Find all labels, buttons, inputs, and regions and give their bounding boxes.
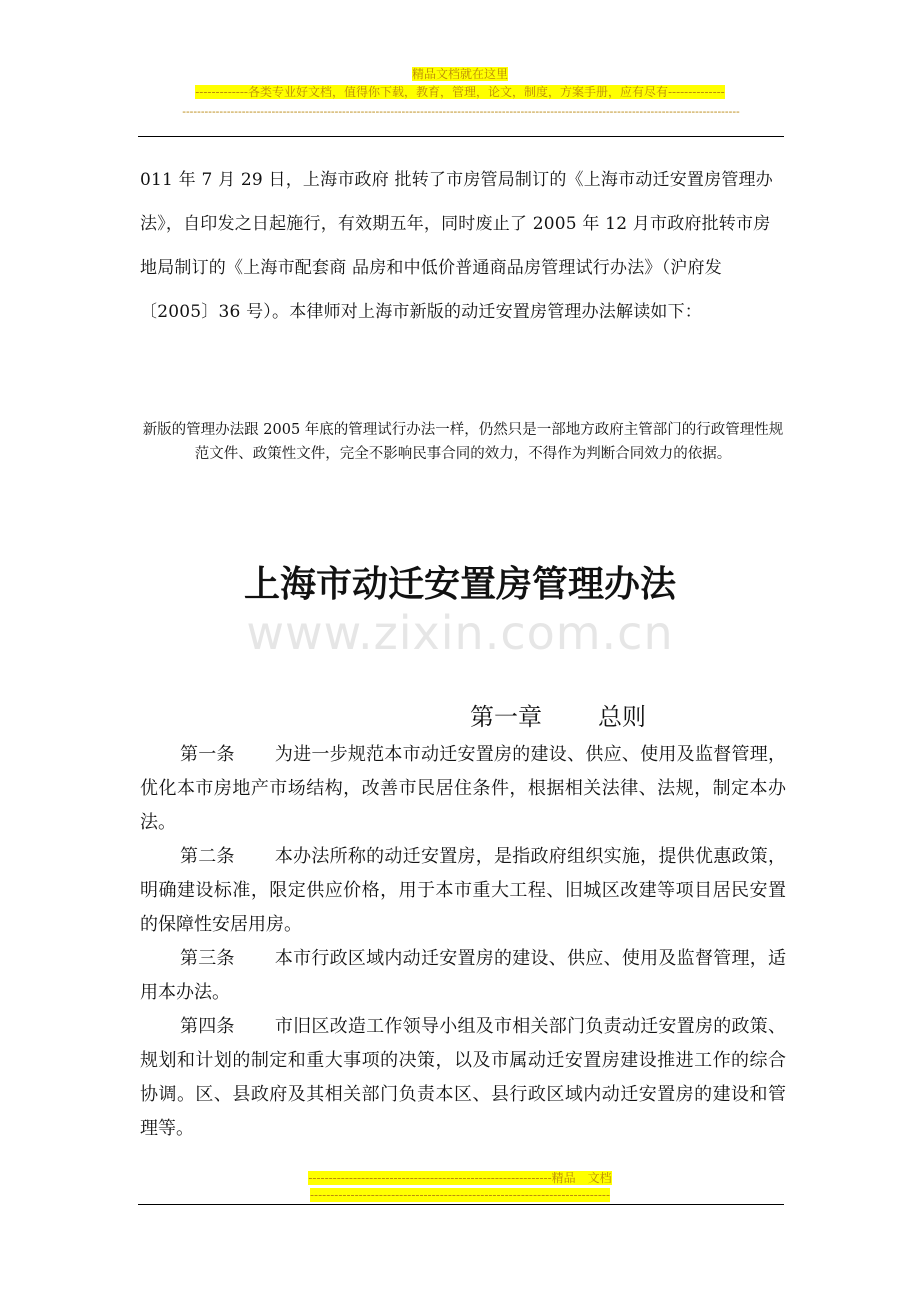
- chapter-name: 总则: [598, 703, 646, 731]
- article-text: 本市行政区域内动迁安置房的建设、供应、使用及监督管理，适用本办法。: [140, 948, 787, 1003]
- article-text: 本办法所称的动迁安置房，是指政府组织实施，提供优惠政策，明确建设标准，限定供应价格，用于本市重大工程、旧城区改建等项目居民安置的保障性安居用房。: [140, 846, 787, 935]
- article-text: 市旧区改造工作领导小组及市相关部门负责动迁安置房的政策、规划和计划的制定和重大事项的决策，以及市属动迁安置房建设推进工作的综合协调。区、县政府及其相关部门负责本区、县行政区域内动迁安置房的建设和管理等。: [140, 1016, 787, 1139]
- intro-paragraph: 011 年 7 月 29 日，上海市政府 批转了市房管局制订的《上海市动迁安置房管理办法》，自印发之日起施行，有效期五年，同时废止了 2005 年 12 月市政府批转市房地局制订的《上海市配套商 品房和中低价普通商品房管理试行办法》（沪府发〔2005〕36 号）。本律师对上海市新版的动迁安置房管理办法解读如下：: [140, 170, 773, 322]
- header-dash-line: ------------------------------------------------------------------------------------------------------------------------------------------------------: [182, 105, 740, 118]
- chapter-heading: [470, 700, 646, 734]
- footer-rule: [138, 1204, 784, 1205]
- article-text: 为进一步规范本市动迁安置房的建设、供应、使用及监督管理，优化本市房地产市场结构，改善市民居住条件，根据相关法律、法规，制定本办法。: [140, 744, 787, 833]
- article-number: 第一条: [180, 744, 235, 765]
- header-tagline: -------------各类专业好文档，值得你下载，教育，管理，论文，制度，方案手册，应有尽有--------------: [195, 85, 725, 99]
- article-1: [140, 738, 786, 840]
- watermark: www.zixin.com.cn: [246, 606, 674, 660]
- article-number: 第二条: [180, 846, 235, 867]
- footer-dash-line: --------------------------------------------------------------------------: [309, 1188, 611, 1202]
- article-3: [140, 942, 786, 1010]
- article-number: 第三条: [180, 948, 235, 969]
- note-paragraph: 新版的管理办法跟 2005 年底的管理试行办法一样，仍然只是一部地方政府主管部门的行政管理性规范文件、政策性文件，完全不影响民事合同的效力，不得作为判断合同效力的依据。: [142, 422, 784, 462]
- chapter-number: 第一章: [470, 703, 542, 731]
- header-title: 精品文档就在这里: [411, 67, 508, 81]
- article-2: [140, 840, 786, 942]
- document-title: 上海市动迁安置房管理办法: [243, 564, 676, 605]
- article-number: 第四条: [180, 1016, 235, 1037]
- footer-label: ------------------------------------------------------------精品 文档: [308, 1171, 612, 1185]
- article-4: [140, 1010, 786, 1146]
- header-rule: [138, 136, 784, 137]
- articles-list: [140, 738, 786, 1146]
